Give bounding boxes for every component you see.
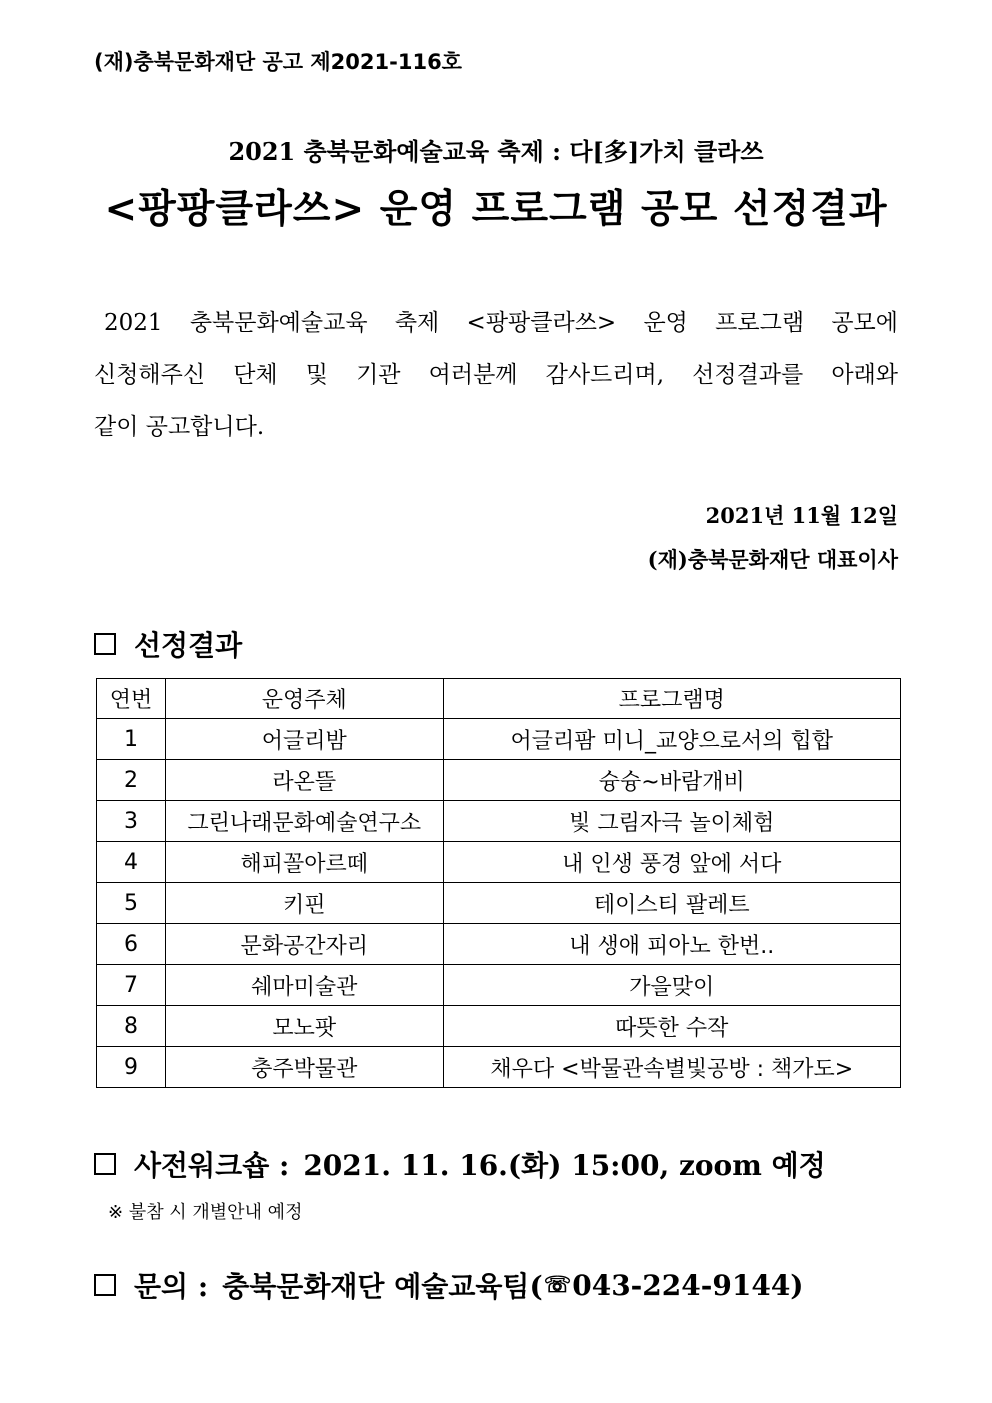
row-number: 3 [97,801,166,842]
workshop-note: ※ 불참 시 개별안내 예정 [108,1202,303,1223]
row-number: 2 [97,760,166,801]
checkbox-square-icon [94,1153,116,1175]
row-organizer: 해피꼴아르떼 [165,842,443,883]
table-row [97,842,901,883]
table-row [97,1006,901,1047]
row-organizer: 키핀 [165,883,443,924]
column-header-organizer: 운영주체 [165,679,443,719]
table-row [97,1047,901,1088]
table-row [97,965,901,1006]
table-row [97,719,901,760]
contact-heading [94,1265,804,1305]
row-number: 6 [97,924,166,965]
row-number: 1 [97,719,166,760]
row-number: 4 [97,842,166,883]
row-organizer: 쉐마미술관 [165,965,443,1006]
row-program: 슝슝~바람개비 [443,760,900,801]
row-organizer: 문화공간자리 [165,924,443,965]
row-number: 8 [97,1006,166,1047]
column-header-program: 프로그램명 [443,679,900,719]
row-program: 따뜻한 수작 [443,1006,900,1047]
page-title: <팡팡클라쓰> 운영 프로그램 공모 선정결과 [104,186,888,232]
row-number: 7 [97,965,166,1006]
event-subtitle: 2021 충북문화예술교육 축제 : 다[多]가치 클라쓰 [228,137,764,166]
intro-line-3: 같이 공고합니다. [94,414,265,440]
intro-paragraph [94,297,898,453]
table-row [97,760,901,801]
checkbox-square-icon [94,1274,116,1296]
results-heading [94,624,242,664]
checkbox-square-icon [94,633,116,655]
signer: (재)충북문화재단 대표이사 [647,547,898,572]
row-program: 채우다 <박물관속별빛공방 : 책가도> [443,1047,900,1088]
results-heading-text: 선정결과 [134,629,243,662]
row-program: 내 인생 풍경 앞에 서다 [443,842,900,883]
workshop-value: 2021. 11. 16.(화) 15:00, zoom 예정 [303,1149,826,1182]
table-header-row [97,679,901,719]
row-number: 5 [97,883,166,924]
row-organizer: 어글리밤 [165,719,443,760]
telephone-icon: ☏ [543,1272,572,1298]
column-header-number: 연번 [97,679,166,719]
workshop-heading [94,1144,826,1184]
contact-phone: 043-224-9144) [572,1268,804,1302]
table-row [97,924,901,965]
table-row [97,801,901,842]
contact-team: 충북문화재단 예술교육팀( [222,1270,543,1303]
row-program: 어글리팜 미니_교양으로서의 힙합 [443,719,900,760]
row-organizer: 라온뜰 [165,760,443,801]
row-program: 빛 그림자극 놀이체험 [443,801,900,842]
table-row [97,883,901,924]
row-number: 9 [97,1047,166,1088]
row-program: 내 생애 피아노 한번.. [443,924,900,965]
row-organizer: 그린나래문화예술연구소 [165,801,443,842]
row-program: 테이스티 팔레트 [443,883,900,924]
intro-line-1: 2021 충북문화예술교육 축제 <팡팡클라쓰> 운영 프로그램 공모에 [104,310,898,336]
announcement-date: 2021년 11월 12일 [705,503,898,528]
row-organizer: 충주박물관 [165,1047,443,1088]
results-table [96,678,901,1088]
row-program: 가을맞이 [443,965,900,1006]
workshop-label: 사전워크숍 : [134,1149,290,1182]
intro-line-2: 신청해주신 단체 및 기관 여러분께 감사드리며, 선정결과를 아래와 [94,362,898,388]
contact-label: 문의 : [134,1270,209,1303]
notice-number: (재)충북문화재단 공고 제2021-116호 [94,50,462,74]
row-organizer: 모노팟 [165,1006,443,1047]
